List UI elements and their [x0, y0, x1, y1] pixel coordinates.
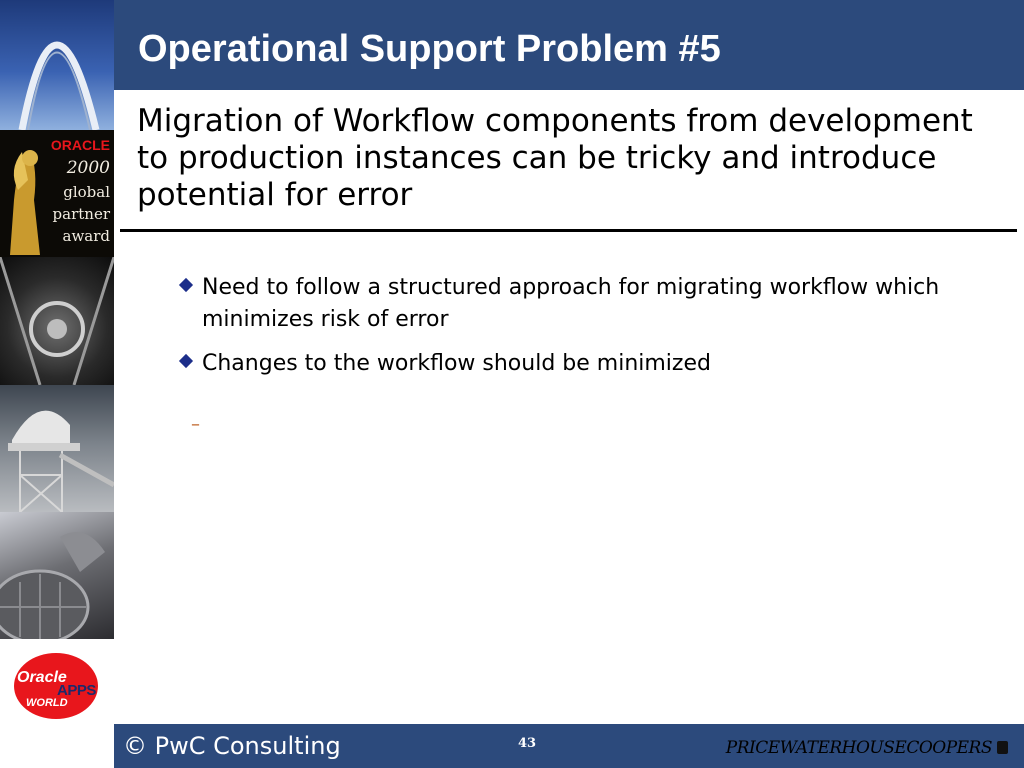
- observatory-tower-photo: [0, 385, 114, 512]
- award-line-partner: partner: [52, 205, 110, 223]
- bullet-item: [178, 272, 998, 336]
- bullet-text: Changes to the workflow should be minimized: [202, 351, 711, 376]
- oracle-award-image: [0, 130, 114, 257]
- telescope-photo: [0, 257, 114, 385]
- apps-logo-word-apps: APPS: [57, 682, 96, 699]
- oracle-brand-label: ORACLE: [50, 137, 110, 153]
- bullet-list: [178, 272, 998, 392]
- apps-logo-word-oracle: Oracle: [17, 669, 67, 686]
- title-bar: [114, 0, 1024, 90]
- subtitle-divider: [120, 229, 1017, 232]
- radar-dish-photo: [0, 512, 114, 639]
- empty-sub-bullet-dash: –: [191, 414, 200, 435]
- gateway-arch-photo: [0, 0, 114, 130]
- award-line-award: award: [62, 227, 110, 245]
- footer-bar: [114, 724, 1024, 768]
- pwc-brand-logo: PRICEWATERHOUSECOOPERS: [725, 738, 992, 758]
- diamond-bullet-icon: [179, 278, 193, 292]
- apps-logo-word-world: WORLD: [26, 697, 68, 709]
- slide-title: Operational Support Problem #5: [138, 28, 721, 70]
- page-number: 43: [518, 736, 537, 751]
- award-line-global: global: [63, 183, 110, 201]
- diamond-bullet-icon: [179, 354, 193, 368]
- award-year: 2000: [66, 158, 110, 178]
- oracle-apps-world-logo: [14, 653, 98, 719]
- bullet-text: Need to follow a structured approach for migrating workflow which minimizes risk of error: [202, 275, 940, 332]
- footer-copyright: © PwC Consulting: [123, 732, 341, 760]
- slide-subtitle: Migration of Workflow components from development to production instances can be tricky and introduce potential for error: [137, 103, 973, 213]
- bullet-item: [178, 348, 998, 380]
- pwc-mark-icon: [997, 741, 1008, 754]
